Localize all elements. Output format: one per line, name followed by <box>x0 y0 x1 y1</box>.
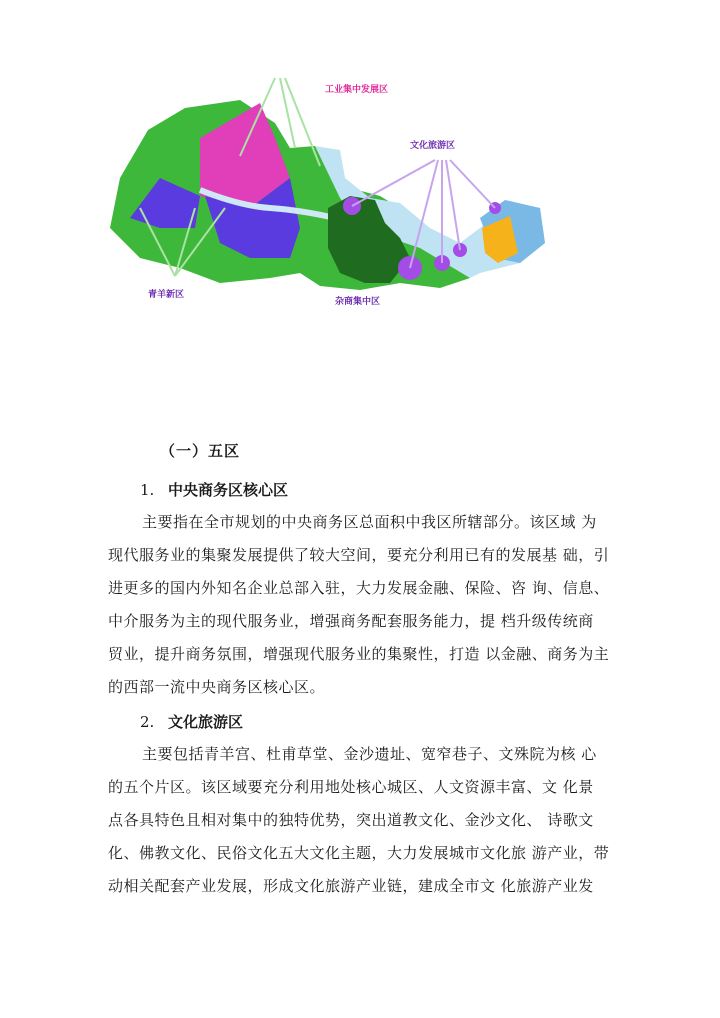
map-label-qingyang: 青羊新区 <box>148 290 185 300</box>
paragraph-line: 主要指在全市规划的中央商务区总面积中我区所辖部分。该区域 为 <box>142 513 597 531</box>
map-label-wenshu: 文殊院 <box>510 194 531 202</box>
heading-1-text: 中央商务区核心区 <box>168 481 289 499</box>
paragraph-line: 现代服务业的集聚发展提供了较大空间，要充分利用已有的发展基 础，引 <box>108 546 610 564</box>
district-map-svg <box>100 78 560 307</box>
heading-2-number: 2. <box>140 713 155 731</box>
paragraph-2 <box>108 738 628 903</box>
map-label-culture-tourism: 文化旅游区 <box>410 141 456 151</box>
map-label-industrial: 工业集中发展区 <box>325 85 389 95</box>
paragraph-line: 的西部一流中央商务区核心区。 <box>108 678 326 696</box>
paragraph-line: 中介服务为主的现代服务业，增强商务配套服务能力，提 档升级传统商 <box>108 612 594 630</box>
paragraph-line: 动相关配套产业发展，形成文化旅游产业链，建成全市文 化旅游产业发 <box>108 877 594 895</box>
section-title: （一）五区 <box>160 442 241 460</box>
paragraph-line: 化、佛教文化、民俗文化五大文化主题，大力发展城市文化旅 游产业，带 <box>108 844 610 862</box>
heading-2-text: 文化旅游区 <box>168 713 244 731</box>
heading-1 <box>140 479 288 500</box>
paragraph-line: 主要包括青羊宫、杜甫草堂、金沙遗址、宽窄巷子、文殊院为核 心 <box>142 745 597 763</box>
map-dot <box>343 197 361 215</box>
paragraph-line: 贸业，提升商务氛围，增强现代服务业的集聚性，打造 以金融、商务为主 <box>108 645 610 663</box>
paragraph-line: 进更多的国内外知名企业总部入驻，大力发展金融、保险、咨 询、信息、 <box>108 579 610 597</box>
map-label-bottom-partial: 杂商集中区 <box>335 297 381 307</box>
heading-2 <box>140 711 243 732</box>
paragraph-line: 的五个片区。该区域要充分利用地处核心城区、人文资源丰富、文 化景 <box>108 778 594 796</box>
paragraph-1 <box>108 506 628 704</box>
district-map <box>100 78 560 307</box>
paragraph-line: 点各具特色且相对集中的独特优势，突出道教文化、金沙文化、 诗歌文 <box>108 811 594 829</box>
heading-1-number: 1. <box>140 481 155 499</box>
